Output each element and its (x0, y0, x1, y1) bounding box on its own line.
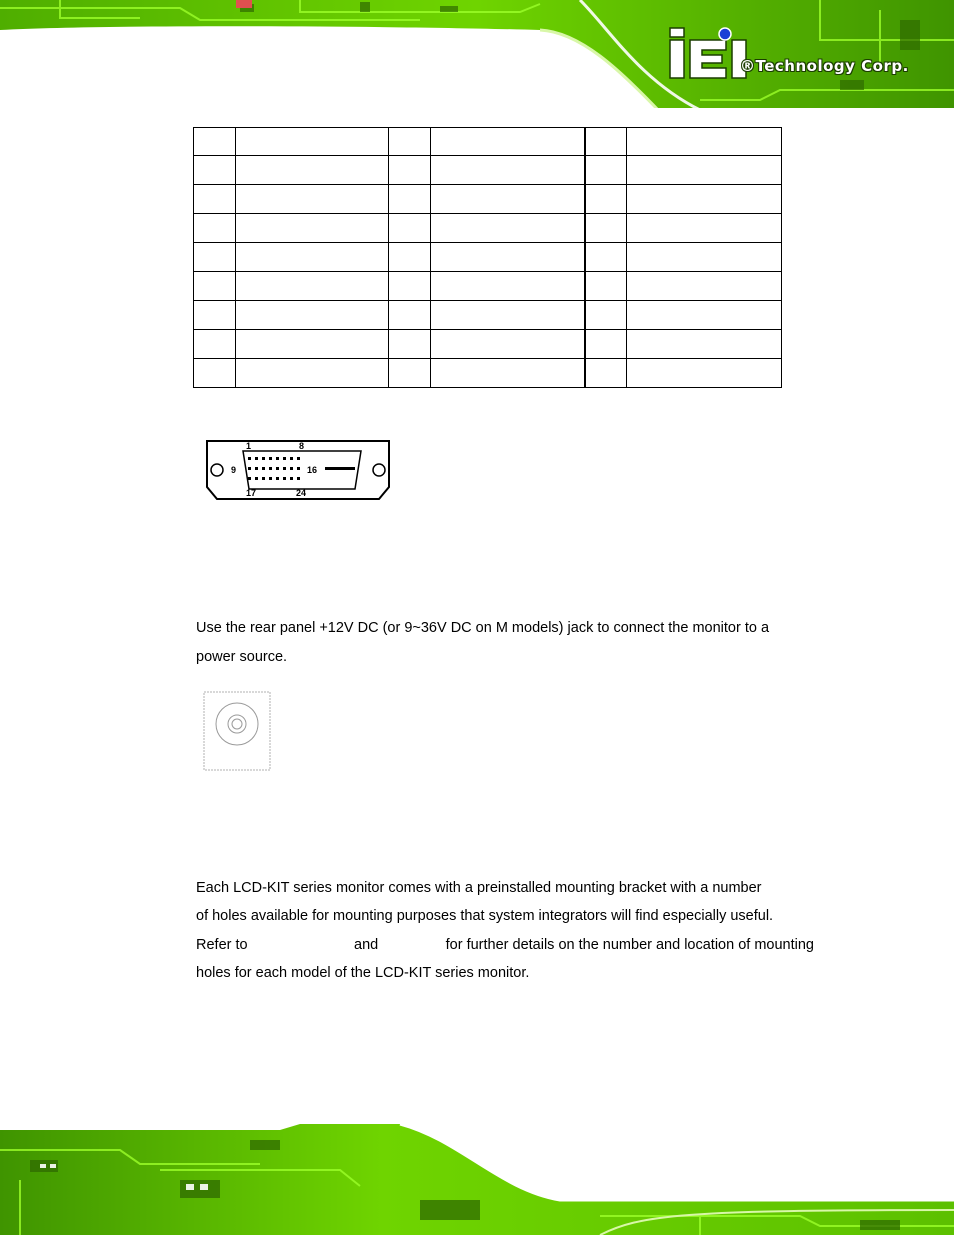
and-text: and (354, 937, 379, 953)
table-cell (389, 243, 431, 272)
table-cell (194, 301, 236, 330)
table-cell (585, 185, 627, 214)
mounting-text-line2: of holes available for mounting purposes that system integrators will find especially useful. (196, 908, 774, 924)
table-cell (585, 128, 627, 156)
table-row (194, 359, 782, 388)
table-cell (236, 243, 389, 272)
table-cell (585, 272, 627, 301)
iei-logo-icon (668, 26, 938, 86)
table-row (194, 301, 782, 330)
table-cell (431, 128, 585, 156)
table-cell (236, 185, 389, 214)
table-cell (389, 185, 431, 214)
dvi-connector-diagram (203, 437, 393, 503)
pin-label-9: 9 (231, 465, 237, 475)
table-cell (236, 214, 389, 243)
mounting-text-line1: Each LCD-KIT series monitor comes with a preinstalled mounting bracket with a number (196, 880, 762, 896)
table-cell (431, 359, 585, 388)
table-row (194, 156, 782, 185)
further-details-text: for further details on the number and location of mounting (445, 937, 814, 953)
table-row (194, 185, 782, 214)
table-cell (585, 301, 627, 330)
table-cell (194, 128, 236, 156)
power-text-line2: power source. (196, 648, 288, 665)
table-cell (431, 243, 585, 272)
pin-label-8: 8 (299, 441, 305, 451)
table-cell (389, 128, 431, 156)
table-cell (236, 330, 389, 359)
table-cell (585, 359, 627, 388)
mount-hole-right-icon (373, 464, 385, 476)
dc-power-jack-icon (203, 691, 271, 771)
table-cell (627, 156, 782, 185)
mount-hole-left-icon (211, 464, 223, 476)
table-cell (431, 156, 585, 185)
refer-to-text: Refer to (196, 937, 248, 953)
mounting-line2-block (196, 902, 814, 931)
table-cell (627, 128, 782, 156)
table-row (194, 272, 782, 301)
company-name: ®Technology Corp. (740, 57, 909, 75)
pin-label-16: 16 (307, 465, 318, 475)
table-cell (627, 301, 782, 330)
table-cell (389, 156, 431, 185)
table-cell (585, 156, 627, 185)
pin-label-17: 17 (246, 488, 257, 498)
table-cell (431, 272, 585, 301)
power-text-line1: Use the rear panel +12V DC (or 9~36V DC on M models) jack to connect the monitor to a (196, 620, 770, 636)
table-cell (194, 185, 236, 214)
table-cell (389, 214, 431, 243)
table-cell (627, 185, 782, 214)
mounting-paragraph-block (196, 874, 814, 903)
table-cell (194, 272, 236, 301)
power-paragraph (196, 614, 814, 671)
table-cell (236, 156, 389, 185)
table-row (194, 330, 782, 359)
table-cell (236, 272, 389, 301)
table-cell (236, 359, 389, 388)
table-cell (431, 185, 585, 214)
mounting-text-line4: holes for each model of the LCD-KIT series monitor. (196, 965, 530, 981)
mounting-line4-block (196, 959, 814, 988)
table-cell (585, 330, 627, 359)
table-cell (236, 128, 389, 156)
mounting-line3-block (196, 931, 814, 959)
table-cell (194, 330, 236, 359)
footer-pcb-banner (0, 1120, 954, 1235)
table-cell (389, 272, 431, 301)
pin-assignment-table (193, 127, 782, 388)
table-cell (194, 243, 236, 272)
pin-label-1: 1 (246, 441, 252, 451)
table-row (194, 243, 782, 272)
table-cell (194, 359, 236, 388)
table-cell (627, 214, 782, 243)
table-cell (627, 359, 782, 388)
table-cell (194, 214, 236, 243)
table-cell (194, 156, 236, 185)
ground-blade (325, 467, 355, 470)
table-cell (585, 214, 627, 243)
table-cell (389, 330, 431, 359)
table-cell (627, 330, 782, 359)
table-header-row (194, 128, 782, 156)
table-cell (389, 359, 431, 388)
table-cell (431, 330, 585, 359)
table-cell (627, 272, 782, 301)
table-cell (431, 214, 585, 243)
table-cell (585, 243, 627, 272)
table-cell (627, 243, 782, 272)
pin-label-24: 24 (296, 488, 307, 498)
table-cell (236, 301, 389, 330)
table-cell (431, 301, 585, 330)
table-row (194, 214, 782, 243)
table-cell (389, 301, 431, 330)
